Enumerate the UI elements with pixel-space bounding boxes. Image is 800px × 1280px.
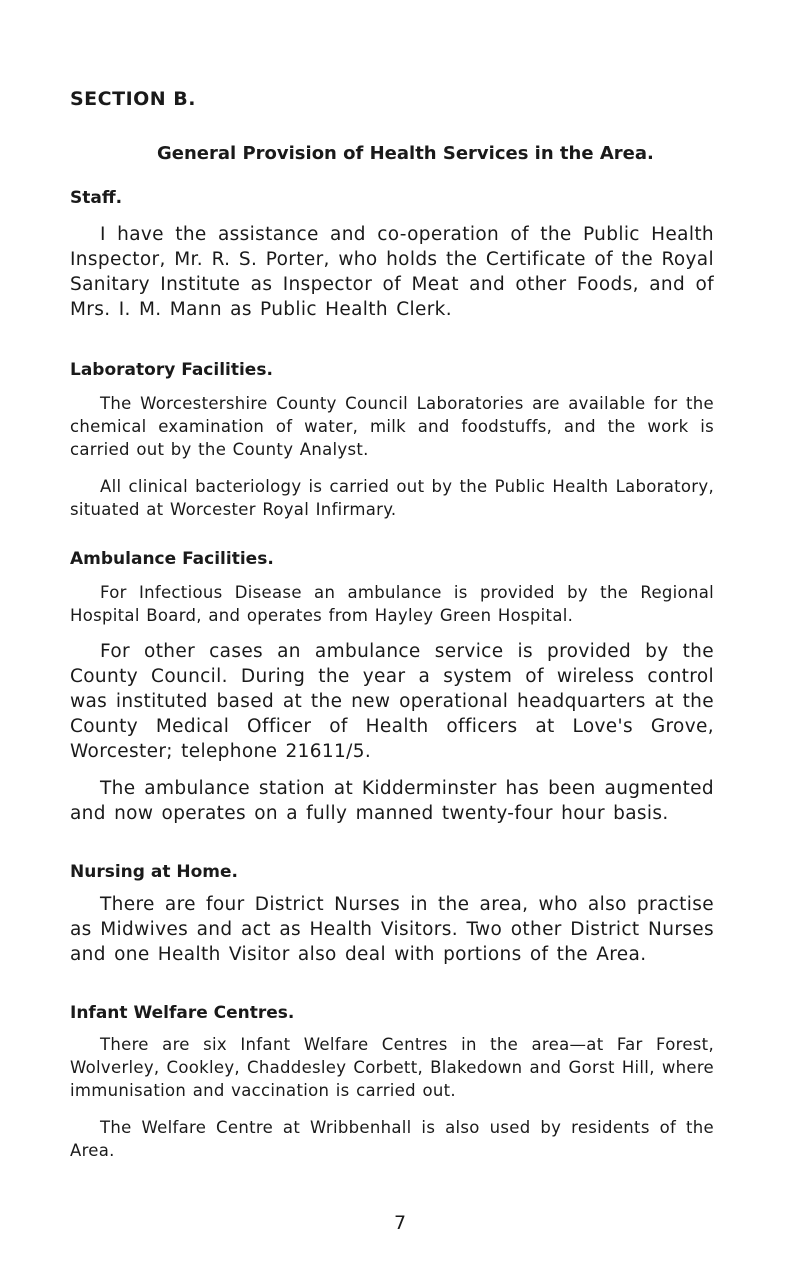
- paragraph-laboratory-2: All clinical bacteriology is carried out by the Public Health Laboratory, situated at Worcester Royal Infirmary.: [70, 477, 714, 519]
- page-number: 7: [393, 1212, 407, 1234]
- paragraph-ambulance-1: For Infectious Disease an ambulance is provided by the Regional Hospital Board, and operates from Hayley Green Hospital.: [70, 583, 714, 625]
- heading-staff: Staff.: [70, 188, 123, 208]
- paragraph-laboratory-1: The Worcestershire County Council Laboratories are available for the chemical examination of water, milk and foodstuffs, and the work is carried out by the County Analyst.: [70, 394, 714, 459]
- paragraph-ambulance-2: For other cases an ambulance service is provided by the County Council. During the year a system of wireless control was instituted based at the new operational headquarters at the County Medical Officer of Health officers at Love's Grove, Worcester; telephone 21611/5.: [70, 641, 714, 762]
- paragraph-ambulance-3: The ambulance station at Kidderminster has been augmented and now operates on a fully manned twenty-four hour basis.: [70, 778, 714, 824]
- paragraph-staff-1: I have the assistance and co-operation of the Public Health Inspector, Mr. R. S. Porter, who holds the Certificate of the Royal Sanitary Institute as Inspector of Meat and other Foods, and of Mrs. I. M. Mann as Public Health Clerk.: [70, 224, 714, 320]
- section-label: SECTION B.: [70, 88, 197, 110]
- heading-ambulance-facilities: Ambulance Facilities.: [70, 549, 274, 569]
- page-title: General Provision of Health Services in the Area.: [157, 143, 654, 164]
- heading-laboratory-facilities: Laboratory Facilities.: [70, 360, 273, 380]
- heading-nursing-at-home: Nursing at Home.: [70, 862, 238, 882]
- paragraph-nursing-1: There are four District Nurses in the area, who also practise as Midwives and act as Health Visitors. Two other District Nurses and one Health Visitor also deal with portions of the Area.: [70, 894, 714, 965]
- paragraph-infant-welfare-2: The Welfare Centre at Wribbenhall is also used by residents of the Area.: [70, 1118, 714, 1160]
- heading-infant-welfare-centres: Infant Welfare Centres.: [70, 1003, 295, 1023]
- document-page: [70, 88, 714, 1162]
- paragraph-infant-welfare-1: There are six Infant Welfare Centres in the area—at Far Forest, Wolverley, Cookley, Chaddesley Corbett, Blakedown and Gorst Hill, where immunisation and vaccination is carried out.: [70, 1035, 714, 1100]
